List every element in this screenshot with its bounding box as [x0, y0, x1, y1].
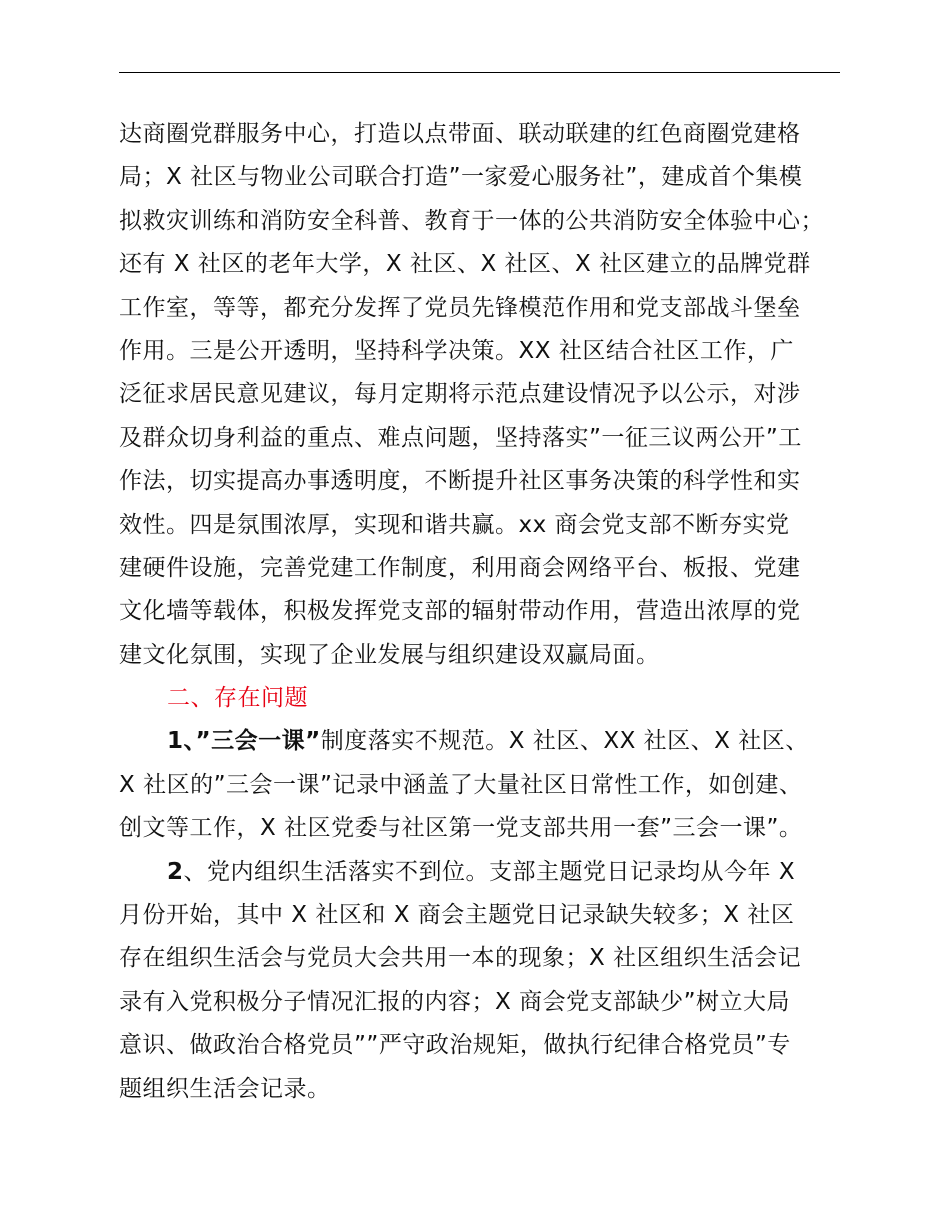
text-line: 录有入党积极分子情况汇报的内容；X 商会党支部缺少”树立大局	[119, 988, 790, 1015]
document-body	[119, 113, 851, 1111]
text-line: 、党内组织生活落实不到位。支部主题党日记录均从今年 X	[183, 858, 796, 885]
text-line: 及群众切身利益的重点、难点问题，坚持落实”一征三议两公开”工	[119, 424, 802, 451]
text-line: 月份开始，其中 X 社区和 X 商会主题党日记录缺失较多；X 社区	[119, 902, 795, 929]
text-line: 作用。三是公开透明，坚持科学决策。XX 社区结合社区工作，广	[119, 337, 794, 364]
header-rule	[119, 72, 840, 73]
text-line: 效性。四是氛围浓厚，实现和谐共赢。xx 商会党支部不断夯实党	[119, 511, 790, 538]
text-line: 建硬件设施，完善党建工作制度，利用商会网络平台、板报、党建	[119, 554, 801, 581]
item-2-first-line	[119, 851, 851, 894]
text-line: 存在组织生活会与党员大会共用一本的现象；X 社区组织生活会记	[119, 945, 802, 972]
text-line: 还有 X 社区的老年大学，X 社区、X 社区、X 社区建立的品牌党群	[119, 251, 811, 278]
text-line: 作法，切实提高办事透明度，不断提升社区事务决策的科学性和实	[119, 468, 801, 495]
text-line: 达商圈党群服务中心，打造以点带面、联动联建的红色商圈党建格	[119, 121, 801, 147]
issue-item-2	[119, 851, 851, 1111]
text-line: X 社区的”三会一课”记录中涵盖了大量社区日常性工作，如创建、	[119, 771, 803, 798]
item-1-first-line	[119, 720, 851, 763]
text-line: 题组织生活会记录。	[119, 1075, 331, 1102]
text-line: 文化墙等载体，积极发挥党支部的辐射带动作用，营造出浓厚的党	[119, 598, 801, 625]
text-line: 局；X 社区与物业公司联合打造”一家爱心服务社”，建成首个集模	[119, 164, 803, 191]
item-number: 1	[167, 728, 184, 755]
text-line: 泛征求居民意见建议，每月定期将示范点建设情况予以公示，对涉	[119, 381, 801, 408]
item-1-lead: 、”三会一课”	[183, 728, 321, 755]
paragraph-1	[119, 113, 851, 677]
section-heading: 二、存在问题	[167, 685, 308, 712]
issue-item-1	[119, 720, 851, 850]
item-number: 2	[167, 858, 184, 885]
text-line: 创文等工作，X 社区党委与社区第一党支部共用一套”三会一课”。	[119, 815, 803, 842]
text-line: 制度落实不规范。X 社区、XX 社区、X 社区、	[320, 728, 809, 755]
text-line: 建文化氛围，实现了企业发展与组织建设双赢局面。	[119, 641, 660, 668]
text-line: 拟救灾训练和消防安全科普、教育于一体的公共消防安全体验中心；	[119, 207, 824, 234]
text-line: 意识、做政治合格党员””严守政治规矩，做执行纪律合格党员”专	[119, 1032, 791, 1059]
text-line: 工作室，等等，都充分发挥了党员先锋模范作用和党支部战斗堡垒	[119, 294, 801, 321]
